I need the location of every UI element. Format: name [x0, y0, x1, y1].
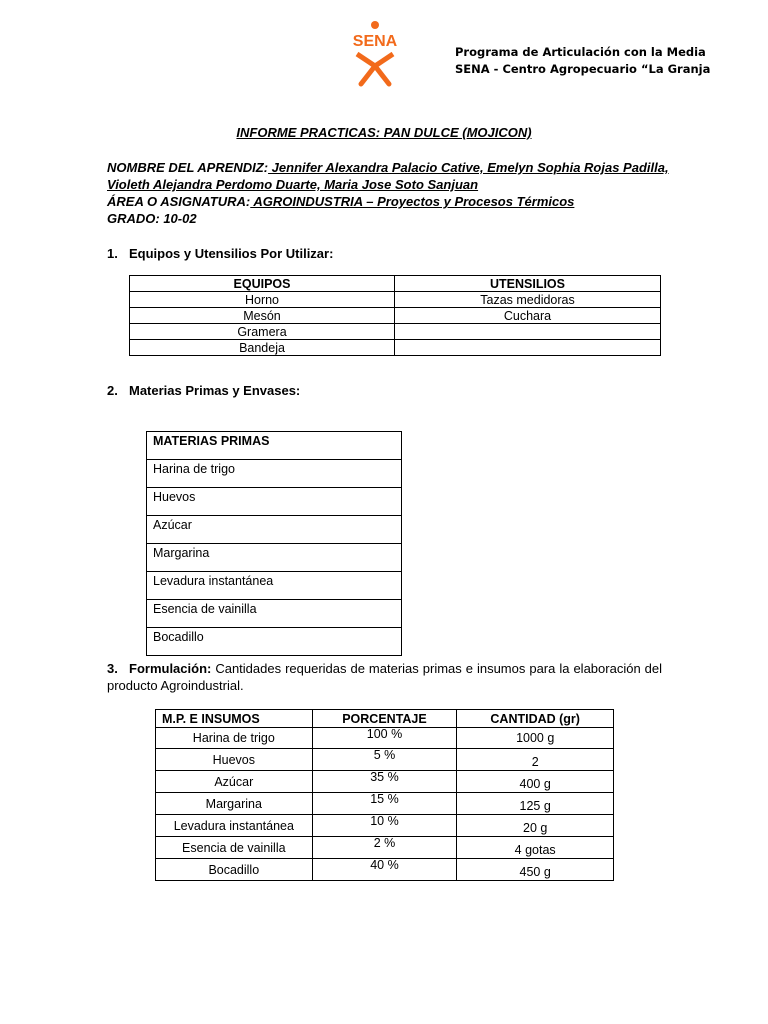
table-cell: 35 %: [312, 771, 457, 793]
table-row: [130, 324, 661, 340]
table-header-row: [147, 432, 402, 460]
report-title: INFORME PRACTICAS: PAN DULCE (MOJICON): [236, 125, 532, 140]
table-cell: [395, 324, 661, 340]
column-header-materias-primas: MATERIAS PRIMAS: [147, 432, 402, 460]
table-row: [147, 460, 402, 488]
table-cell: 15 %: [312, 793, 457, 815]
equipment-table: [129, 275, 661, 356]
column-header-equipos: EQUIPOS: [130, 276, 395, 292]
section-3-paragraph: [107, 660, 662, 694]
table-row: [156, 815, 614, 837]
section-2-heading: [107, 383, 300, 398]
table-cell: [395, 340, 661, 356]
table-row: [156, 749, 614, 771]
table-cell: Harina de trigo: [156, 728, 313, 749]
table-cell: 20 g: [457, 815, 614, 837]
table-cell: Bocadillo: [147, 628, 402, 656]
section-1-title: Equipos y Utensilios Por Utilizar:: [129, 246, 334, 261]
table-cell: Cuchara: [395, 308, 661, 324]
table-row: [147, 544, 402, 572]
table-row: [147, 572, 402, 600]
table-row: [147, 516, 402, 544]
program-name: Programa de Articulación con la Media: [455, 45, 706, 59]
aprendiz-line: [107, 160, 669, 175]
table-row: [130, 292, 661, 308]
table-row: [156, 859, 614, 881]
section-2-title: Materias Primas y Envases:: [129, 383, 301, 398]
table-row: [156, 793, 614, 815]
table-cell: Esencia de vainilla: [156, 837, 313, 859]
table-cell: 10 %: [312, 815, 457, 837]
column-header-cantidad: CANTIDAD (gr): [457, 710, 614, 728]
grado-label: GRADO:: [107, 211, 160, 226]
table-cell: Esencia de vainilla: [147, 600, 402, 628]
section-3-label: Formulación:: [129, 661, 212, 676]
aprendiz-value-1: Jennifer Alexandra Palacio Cative, Emelyn Sophia Rojas Padilla,: [268, 160, 669, 175]
area-line: [107, 194, 574, 209]
table-cell: 2: [457, 749, 614, 771]
table-cell: Harina de trigo: [147, 460, 402, 488]
sena-logo: [345, 18, 405, 88]
column-header-utensilios: UTENSILIOS: [395, 276, 661, 292]
table-cell: 125 g: [457, 793, 614, 815]
column-header-porcentaje: PORCENTAJE: [312, 710, 457, 728]
svg-text:SENA: SENA: [352, 33, 398, 50]
table-cell: Azúcar: [147, 516, 402, 544]
table-cell: Bandeja: [130, 340, 395, 356]
formulation-table: [155, 709, 614, 881]
table-cell: Huevos: [147, 488, 402, 516]
grado-line: [107, 211, 197, 226]
table-cell: Azúcar: [156, 771, 313, 793]
area-label: ÁREA O ASIGNATURA:: [107, 194, 251, 209]
table-header-row: [130, 276, 661, 292]
area-value: AGROINDUSTRIA – Proyectos y Procesos Térmicos: [250, 194, 575, 209]
table-cell: 4 gotas: [457, 837, 614, 859]
table-row: [130, 340, 661, 356]
aprendiz-line-2: [107, 177, 478, 192]
table-cell: 450 g: [457, 859, 614, 881]
table-row: [156, 837, 614, 859]
table-header-row: [156, 710, 614, 728]
table-cell: Tazas medidoras: [395, 292, 661, 308]
table-cell: Mesón: [130, 308, 395, 324]
center-name: SENA - Centro Agropecuario “La Granja: [455, 62, 711, 76]
table-cell: Horno: [130, 292, 395, 308]
aprendiz-label: NOMBRE DEL APRENDIZ:: [107, 160, 269, 175]
section-1-heading: [107, 246, 333, 261]
table-cell: Bocadillo: [156, 859, 313, 881]
section-2-number: 2.: [107, 383, 118, 398]
section-1-number: 1.: [107, 246, 118, 261]
table-row: [147, 628, 402, 656]
aprendiz-value-2: Violeth Alejandra Perdomo Duarte, Maria Jose Soto Sanjuan: [107, 177, 479, 192]
table-row: [156, 728, 614, 749]
table-cell: 2 %: [312, 837, 457, 859]
table-cell: 1000 g: [457, 728, 614, 749]
table-cell: 5 %: [312, 749, 457, 771]
table-cell: 40 %: [312, 859, 457, 881]
table-cell: Huevos: [156, 749, 313, 771]
table-cell: 100 %: [312, 728, 457, 749]
table-cell: 400 g: [457, 771, 614, 793]
table-row: [130, 308, 661, 324]
table-cell: Levadura instantánea: [147, 572, 402, 600]
table-cell: Margarina: [156, 793, 313, 815]
table-row: [147, 488, 402, 516]
table-row: [156, 771, 614, 793]
table-cell: Margarina: [147, 544, 402, 572]
grado-value: 10-02: [159, 211, 197, 226]
table-cell: Gramera: [130, 324, 395, 340]
section-3-text: Cantidades requeridas de materias primas e insumos para la elaboración del producto Agroindustrial.: [107, 661, 662, 693]
raw-materials-table: [146, 431, 402, 656]
table-cell: Levadura instantánea: [156, 815, 313, 837]
table-row: [147, 600, 402, 628]
column-header-insumos: M.P. E INSUMOS: [156, 710, 313, 728]
section-3-number: 3.: [107, 661, 118, 676]
